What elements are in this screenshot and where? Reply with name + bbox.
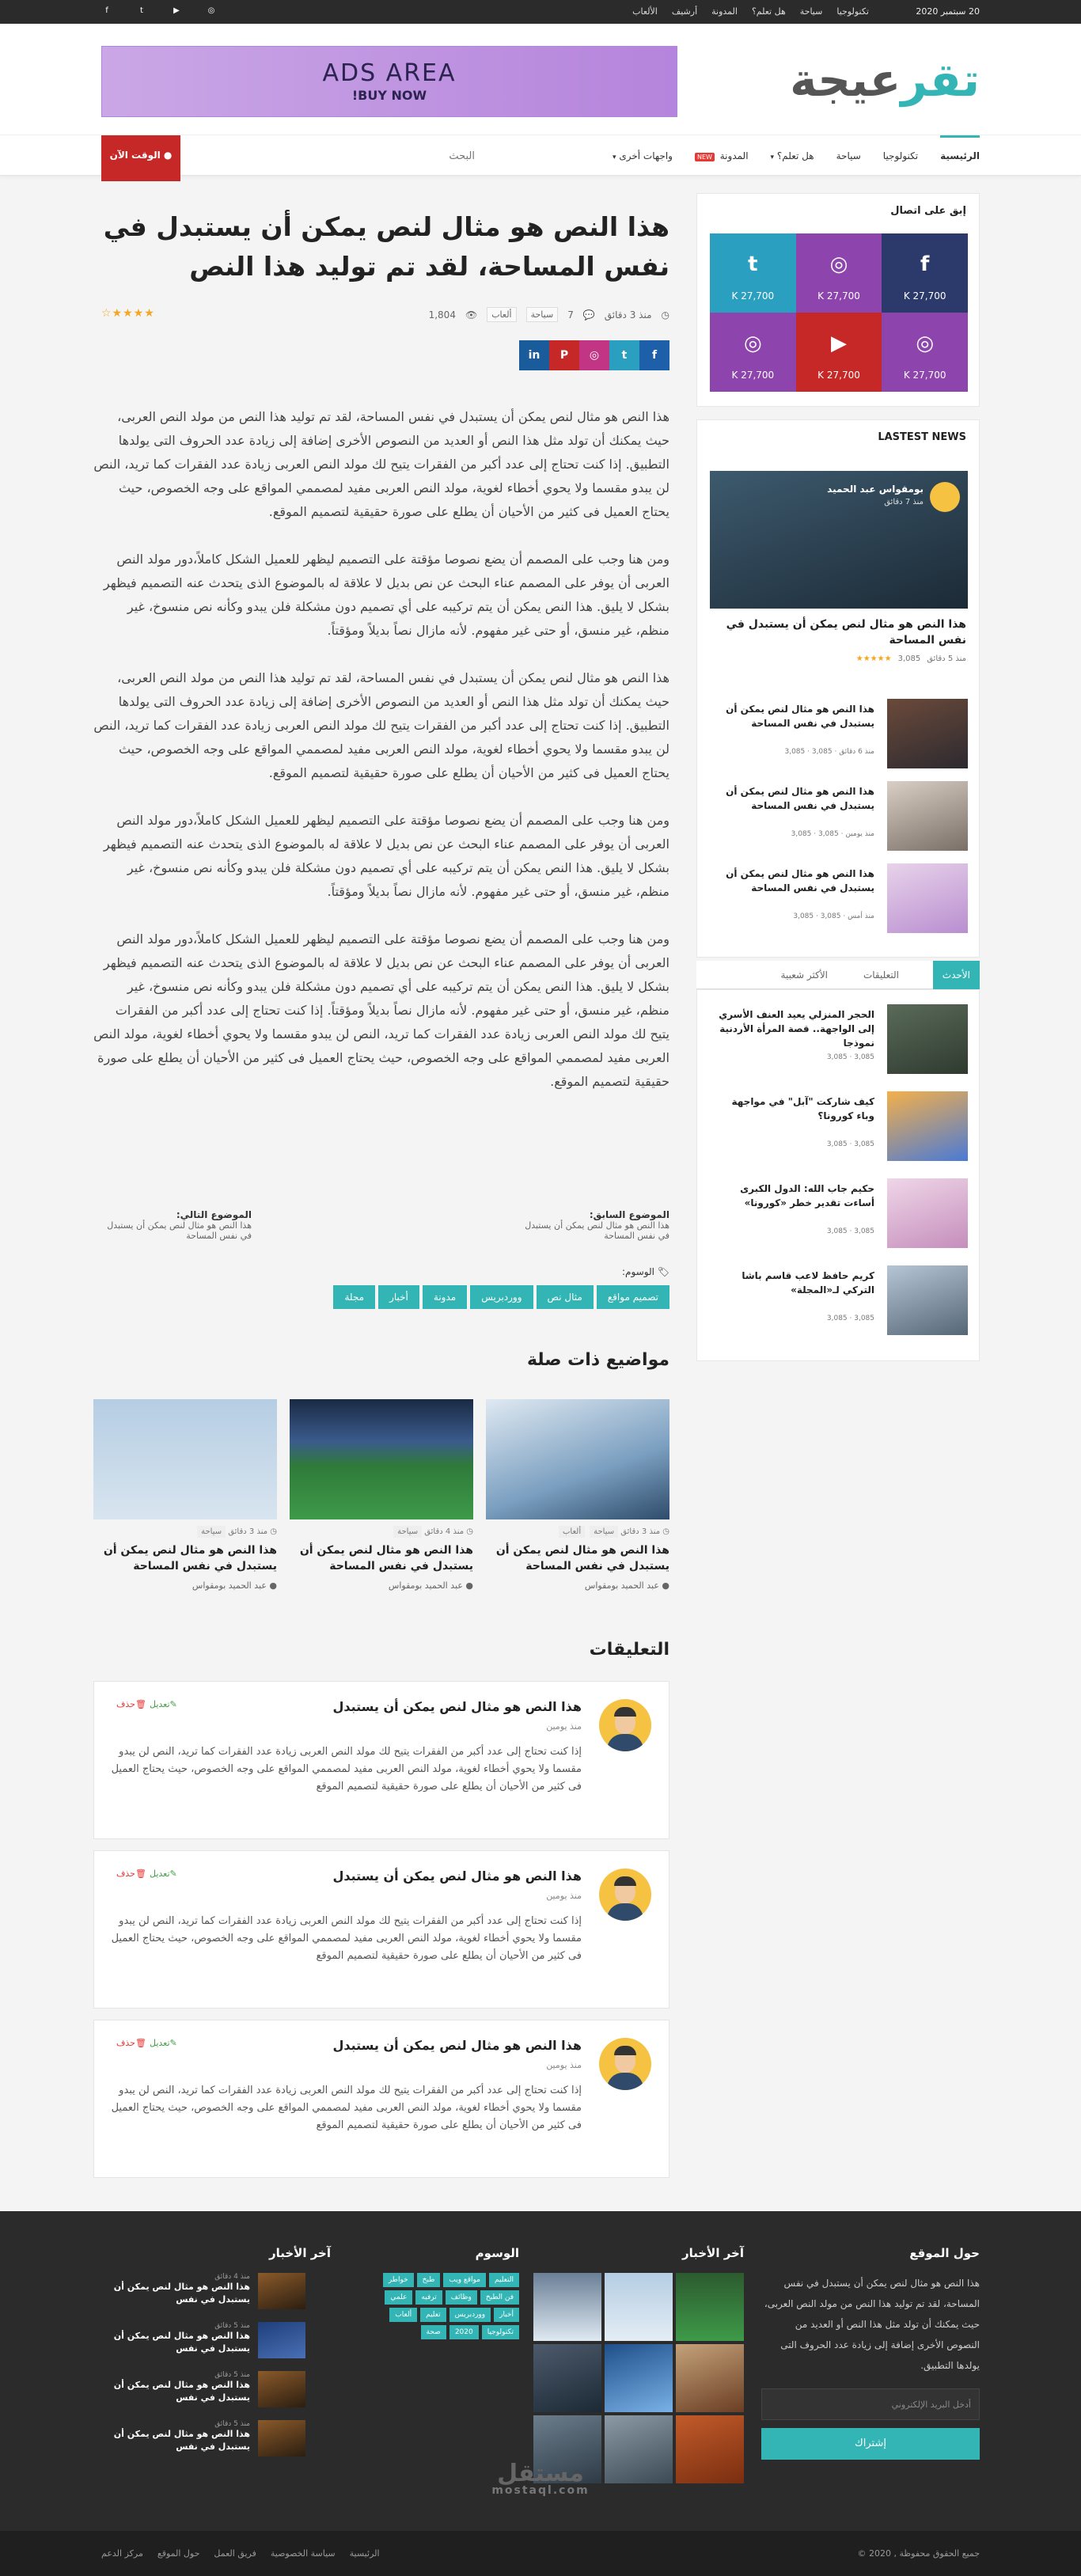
top-link[interactable]: الألعاب bbox=[632, 6, 658, 17]
clock-icon: ◷ bbox=[661, 309, 669, 321]
related-author bbox=[93, 1580, 277, 1591]
footer-news-title-text[interactable]: هذا النص هو مثال لنص يمكن أن يستبدل في نفس bbox=[113, 2331, 250, 2354]
tab-item-meta: 3,085 · 3,085 bbox=[826, 1053, 874, 1061]
tags-label-text: الوسوم: bbox=[622, 1266, 654, 1277]
ads-title: ADS AREA bbox=[322, 59, 457, 87]
clock-icon: ◷ bbox=[662, 1527, 669, 1536]
edit-button[interactable] bbox=[150, 1699, 177, 1709]
related-image[interactable] bbox=[486, 1399, 669, 1519]
related-author bbox=[486, 1580, 669, 1591]
bottom-bar bbox=[0, 2531, 1081, 2576]
footer-thumb[interactable] bbox=[605, 2415, 673, 2483]
footer-tag[interactable]: طبخ bbox=[417, 2273, 441, 2287]
footer-news-item[interactable] bbox=[101, 2273, 331, 2309]
footer-thumb[interactable] bbox=[676, 2415, 744, 2483]
footer-tag[interactable]: 2020 bbox=[449, 2325, 479, 2339]
social-count: 27,700 K bbox=[817, 290, 860, 302]
chevron-down-icon: ▾ bbox=[612, 154, 616, 161]
tab-item-title[interactable]: كيف شاركت "آبل" في مواجهة وباء كورونا؟ bbox=[731, 1096, 874, 1121]
related-tag[interactable]: ألعاب bbox=[559, 1526, 585, 1538]
edit-label: تعديل bbox=[150, 1868, 170, 1879]
tag-chip[interactable]: مثال نص bbox=[537, 1285, 594, 1309]
tab-item-meta: 3,085 · 3,085 bbox=[826, 1140, 874, 1148]
bottom-link[interactable]: سياسة الخصوصية bbox=[270, 2548, 336, 2559]
tab-item-views: 3,085 bbox=[826, 1053, 848, 1061]
facebook-icon: f bbox=[920, 252, 930, 276]
latest-time: منذ أمس bbox=[848, 912, 874, 920]
footer-thumb[interactable] bbox=[605, 2273, 673, 2341]
instagram-icon[interactable]: ◎ bbox=[579, 340, 609, 370]
nav-label: واجهات أخرى bbox=[619, 150, 673, 161]
tags-list bbox=[93, 1285, 669, 1309]
comment-item bbox=[93, 2020, 669, 2178]
tab-item[interactable] bbox=[710, 1004, 968, 1074]
tab-item-meta: 3,085 · 3,085 bbox=[826, 1315, 874, 1322]
nav-item-blog[interactable] bbox=[695, 150, 749, 161]
twitter-icon[interactable]: t bbox=[609, 340, 639, 370]
live-button[interactable]: ● الوقت الآن bbox=[101, 135, 180, 181]
related-tag[interactable]: سياحة bbox=[590, 1526, 618, 1538]
tab-thumb[interactable] bbox=[887, 1091, 968, 1161]
tab-latest[interactable]: الأحدث bbox=[933, 961, 980, 989]
hero-meta-views: 3,085 bbox=[897, 654, 921, 663]
tab-item[interactable] bbox=[710, 1091, 968, 1161]
hero-title[interactable]: هذا النص هو مثال لنص يمكن أن يستبدل في نفس المساحة bbox=[726, 618, 966, 647]
avatar bbox=[599, 2038, 651, 2090]
latest-comments: 3,085 bbox=[811, 748, 833, 756]
comment-time: منذ يومين bbox=[546, 1891, 582, 1901]
social-count: 27,700 K bbox=[817, 370, 860, 381]
tab-thumb[interactable] bbox=[887, 1004, 968, 1074]
views-icon: 👁 bbox=[465, 309, 478, 321]
footer-tag[interactable]: وظائف bbox=[446, 2290, 477, 2305]
tab-item-title[interactable]: الحجر المنزلي يعيد العنف الأسري إلى الواجهة.. قصة المرأة الأردنية نموذجا bbox=[719, 1009, 874, 1049]
latest-item[interactable] bbox=[710, 863, 968, 933]
edit-label: تعديل bbox=[150, 2038, 170, 2048]
footer-image-grid bbox=[533, 2273, 744, 2483]
nav-item-tourism[interactable]: سياحة bbox=[836, 150, 861, 161]
latest-comments: 3,085 bbox=[820, 912, 841, 920]
related-card-title[interactable]: هذا النص هو مثال لنص يمكن أن يستبدل في نفس المساحة bbox=[103, 1544, 277, 1573]
article-time: منذ 3 دقائق bbox=[604, 309, 652, 321]
article-meta bbox=[429, 307, 669, 322]
related-card-title[interactable]: هذا النص هو مثال لنص يمكن أن يستبدل في نفس المساحة bbox=[495, 1544, 669, 1573]
top-link[interactable]: هل تعلم؟ bbox=[751, 6, 786, 17]
article-body bbox=[93, 405, 669, 1117]
email-field[interactable]: أدخل البريد الإلكتروني bbox=[761, 2388, 980, 2420]
social-card[interactable] bbox=[710, 313, 796, 392]
footer-tag[interactable]: خواطر bbox=[383, 2273, 414, 2287]
pinterest-icon[interactable]: P bbox=[549, 340, 579, 370]
latest-thumb[interactable] bbox=[887, 699, 968, 768]
footer-tag[interactable]: مواقع ويب bbox=[443, 2273, 486, 2287]
hero-author: بومقواس عبد الحميد bbox=[827, 484, 924, 495]
top-link[interactable]: أرشيف bbox=[671, 6, 698, 17]
tab-item-comments: 3,085 bbox=[854, 1053, 874, 1061]
tab-item-comments: 3,085 bbox=[854, 1140, 874, 1148]
social-count: 27,700 K bbox=[731, 370, 775, 381]
tab-thumb[interactable] bbox=[887, 1178, 968, 1248]
share-buttons bbox=[519, 340, 669, 370]
footer-news-item[interactable] bbox=[101, 2420, 331, 2456]
comment-text: إذا كنت تحتاج إلى عدد أكبر من الفقرات يتيح لك مولد النص العربى زيادة عدد الفقرات كما تريد، النص لن يبدو مقسما ولا يحوي أخطاء لغوية، مولد النص العربى مفيد لمصممي المواقع على وجه الخصوص، حيث يحتاج العميل فى كثير من الأحيان أن يطلع على صورة حقيقية لتصميم الموقع bbox=[111, 1915, 582, 1962]
related-author bbox=[290, 1580, 473, 1591]
comment-icon: 💬 bbox=[582, 309, 595, 321]
clock-icon: ◷ bbox=[466, 1527, 473, 1536]
related-meta bbox=[93, 1527, 277, 1536]
related-image[interactable] bbox=[93, 1399, 277, 1519]
footer-thumb[interactable] bbox=[533, 2273, 601, 2341]
related-time: منذ 3 دقائق bbox=[620, 1527, 661, 1536]
related-card-title[interactable]: هذا النص هو مثال لنص يمكن أن يستبدل في نفس المساحة bbox=[299, 1544, 473, 1573]
comment-text: إذا كنت تحتاج إلى عدد أكبر من الفقرات يتيح لك مولد النص العربى زيادة عدد الفقرات كما تريد، النص لن يبدو مقسما ولا يحوي أخطاء لغوية، مولد النص العربى مفيد لمصممي المواقع على وجه الخصوص، حيث يحتاج العميل فى كثير من الأحيان أن يطلع على صورة حقيقية لتصميم الموقع bbox=[111, 2085, 582, 2131]
delete-button[interactable] bbox=[116, 1868, 146, 1879]
site-header bbox=[0, 24, 1081, 135]
related-time: منذ 4 دقائق bbox=[424, 1527, 465, 1536]
edit-icon: ✎ bbox=[169, 2038, 177, 2048]
chevron-down-icon: ▾ bbox=[770, 154, 775, 161]
tab-comments[interactable]: التعليقات bbox=[863, 969, 899, 981]
follow-widget bbox=[696, 193, 980, 407]
tags-label bbox=[93, 1266, 669, 1277]
youtube-icon[interactable]: ▶ bbox=[173, 6, 180, 15]
article-tag[interactable]: سياحة bbox=[526, 307, 559, 322]
footer-tag[interactable]: أخبار bbox=[494, 2308, 519, 2322]
footer-thumb[interactable] bbox=[676, 2344, 744, 2412]
edit-button[interactable] bbox=[150, 2038, 177, 2048]
article-paragraph: هذا النص هو مثال لنص يمكن أن يستبدل في نفس المساحة، لقد تم توليد هذا النص من مولد النص العربى، حيث يمكنك أن تولد مثل هذا النص أو العديد من النصوص الأخرى إضافة إلى زيادة عدد الحروف التى يولدها التطبيق. إذا كنت تحتاج إلى عدد أكبر من الفقرات يتيح لك مولد النص العربى زيادة عدد الفقرات كما تريد، النص لن يبدو مقسما ولا يحوي أخطاء لغوية، مولد النص العربى مفيد لمصممي المواقع على وجه الخصوص، حيث يحتاج العميل فى كثير من الأحيان أن يطلع على صورة حقيقية لتصميم الموقع. bbox=[93, 409, 669, 519]
latest-meta: منذ يومين · 3,085 · 3,085 bbox=[791, 830, 874, 838]
social-grid bbox=[710, 233, 968, 392]
comment-time: منذ يومين bbox=[546, 2060, 582, 2070]
tab-item-title[interactable]: حكيم جاب الله: الدول الكبرى أساءت تقدير خطر «كورونا» bbox=[740, 1183, 874, 1208]
comment-author: هذا النص هو مثال لنص يمكن أن يستبدل bbox=[332, 1868, 582, 1884]
trash-icon: 🗑 bbox=[135, 2038, 146, 2048]
tab-item-meta: 3,085 · 3,085 bbox=[826, 1227, 874, 1235]
footer-tag[interactable]: التعليم bbox=[489, 2273, 519, 2287]
tab-popular[interactable]: الأكثر شعبية bbox=[780, 969, 828, 981]
social-count: 27,700 K bbox=[903, 370, 946, 381]
footer-news-thumb[interactable] bbox=[258, 2420, 305, 2456]
comment-item bbox=[93, 1850, 669, 2009]
related-posts bbox=[93, 1399, 669, 1591]
footer-tag[interactable]: تكنولوجيا bbox=[482, 2325, 519, 2339]
tag-icon: 🏷 bbox=[657, 1266, 669, 1277]
latest-views: 3,085 bbox=[793, 912, 814, 920]
instagram-icon: ◎ bbox=[829, 252, 848, 276]
top-bar bbox=[0, 0, 1081, 24]
latest-meta: منذ أمس · 3,085 · 3,085 bbox=[793, 912, 874, 920]
bottom-link[interactable]: حول الموقع bbox=[157, 2548, 200, 2559]
comment-author: هذا النص هو مثال لنص يمكن أن يستبدل bbox=[332, 1699, 582, 1714]
article-paragraph: هذا النص هو مثال لنص يمكن أن يستبدل في نفس المساحة، لقد تم توليد هذا النص من مولد النص العربى، حيث يمكنك أن تولد مثل هذا النص أو العديد من النصوص الأخرى إضافة إلى زيادة عدد الحروف التى يولدها التطبيق. إذا كنت تحتاج إلى عدد أكبر من الفقرات يتيح لك مولد النص العربى زيادة عدد الفقرات كما تريد، النص لن يبدو مقسما ولا يحوي أخطاء لغوية، مولد النص العربى مفيد لمصممي المواقع على وجه الخصوص، حيث يحتاج العميل فى كثير من الأحيان أن يطلع على صورة حقيقية لتصميم الموقع. bbox=[93, 670, 669, 780]
footer-about-text: هذا النص هو مثال لنص يمكن أن يستبدل في نفس المساحة، لقد تم توليد هذا النص من مولد النص العربى، حيث يمكنك أن تولد مثل هذا النص أو العديد من النصوص الأخرى إضافة إلى زيادة عدد الحروف التى يولدها التطبيق. bbox=[764, 2278, 980, 2371]
next-label: الموضوع التالي: bbox=[176, 1209, 252, 1220]
current-date: 20 سبتمبر 2020 bbox=[916, 6, 980, 17]
comment-text: إذا كنت تحتاج إلى عدد أكبر من الفقرات يتيح لك مولد النص العربى زيادة عدد الفقرات كما تريد، النص لن يبدو مقسما ولا يحوي أخطاء لغوية، مولد النص العربى مفيد لمصممي المواقع على وجه الخصوص، حيث يحتاج العميل فى كثير من الأحيان أن يطلع على صورة حقيقية لتصميم الموقع bbox=[111, 1746, 582, 1793]
live-label: الوقت الآن bbox=[109, 150, 161, 161]
tab-item[interactable] bbox=[710, 1265, 968, 1335]
prev-post[interactable] bbox=[511, 1209, 669, 1241]
article-rating[interactable]: ★★★★☆ bbox=[101, 307, 155, 320]
avatar: ● bbox=[465, 1580, 473, 1591]
article-paragraph: ومن هنا وجب على المصمم أن يضع نصوصا مؤقتة على التصميم ليظهر للعميل الشكل كاملاً،دور مولد النص العربى أن يوفر على المصمم عناء البحث عن نص بديل لا علاقة له بالموضوع الذى يتحدث عنه التصميم فيظهر بشكل لا يليق. هذا النص يمكن أن يتم تركيبه على أي تصميم دون مشكلة فلن يبدو وكأنه نص منسوخ، غير منظم، غير منسق، أو حتى غير مفهوم. لأنه مازال نصاً بديلاً ومؤقتاً. إذا كنت تحتاج إلى عدد أكبر من الفقرات يتيح لك مولد النص العربى زيادة عدد الفقرات كما تريد، النص لن يبدو مقسما ولا يحوي أخطاء لغوية، مولد النص العربى مفيد لمصممي المواقع على وجه الخصوص، حيث يحتاج العميل فى كثير من الأحيان أن يطلع على صورة حقيقية لتصميم الموقع. bbox=[93, 931, 669, 1089]
related-card[interactable] bbox=[486, 1399, 669, 1591]
article-views: 1,804 bbox=[428, 309, 456, 321]
tabs-widget bbox=[696, 989, 980, 1361]
delete-button[interactable] bbox=[116, 1699, 146, 1709]
footer-tag-list bbox=[361, 2273, 519, 2339]
footer-tag[interactable]: علمي bbox=[385, 2290, 412, 2305]
instagram-icon: ◎ bbox=[744, 332, 762, 355]
hero-rating: ★★★★★ bbox=[855, 654, 892, 663]
twitter-icon: t bbox=[748, 252, 758, 276]
social-count: 27,700 K bbox=[731, 290, 775, 302]
post-navigation bbox=[93, 1209, 669, 1257]
footer-about bbox=[761, 2246, 980, 2460]
edit-icon: ✎ bbox=[169, 1699, 177, 1709]
footer-gallery bbox=[533, 2246, 744, 2483]
latest-meta: منذ 6 دقائق · 3,085 · 3,085 bbox=[784, 748, 874, 756]
instagram-icon[interactable]: ◎ bbox=[207, 6, 215, 15]
comments-title: التعليقات bbox=[589, 1640, 669, 1660]
comment-time: منذ يومين bbox=[546, 1721, 582, 1732]
widget-title: إبق على اتصال bbox=[890, 205, 966, 217]
article-paragraph: ومن هنا وجب على المصمم أن يضع نصوصا مؤقتة على التصميم ليظهر للعميل الشكل كاملاً،دور مولد النص العربى أن يوفر على المصمم عناء البحث عن نص بديل لا علاقة له بالموضوع الذى يتحدث عنه التصميم فيظهر بشكل لا يليق. هذا النص يمكن أن يتم تركيبه على أي تصميم دون مشكلة فلن يبدو وكأنه نص منسوخ، غير منظم، غير منسق، أو حتى غير مفهوم. لأنه مازال نصاً بديلاً ومؤقتاً. bbox=[103, 813, 669, 899]
youtube-icon: ▶ bbox=[831, 332, 847, 355]
subscribe-button[interactable]: إشتراك bbox=[761, 2428, 980, 2460]
footer-news-thumb[interactable] bbox=[258, 2322, 305, 2358]
next-title: هذا النص هو مثال لنص يمكن أن يستبدل في نفس المساحة bbox=[107, 1220, 252, 1241]
tab-item-title[interactable]: كريم حافظ لاعب قاسم باشا التركي لـ«المجلة» bbox=[742, 1270, 874, 1296]
edit-icon: ✎ bbox=[169, 1868, 177, 1879]
ads-subtitle: BUY NOW! bbox=[351, 88, 427, 103]
facebook-icon[interactable]: f bbox=[639, 340, 669, 370]
tab-item-views: 3,085 bbox=[826, 1227, 848, 1235]
author-name: عبد الحميد بومقواس bbox=[388, 1580, 463, 1591]
latest-views: 3,085 bbox=[784, 748, 806, 756]
footer-news-title-text[interactable]: هذا النص هو مثال لنص يمكن أن يستبدل في نفس bbox=[113, 2282, 250, 2305]
hero-time: منذ 7 دقائق bbox=[884, 498, 924, 506]
latest-comments: 3,085 bbox=[817, 830, 839, 838]
prev-label: الموضوع السابق: bbox=[589, 1209, 669, 1220]
tag-chip[interactable]: أخبار bbox=[378, 1285, 419, 1309]
related-title: مواضيع ذات صلة bbox=[526, 1350, 669, 1370]
footer-news-title-text[interactable]: هذا النص هو مثال لنص يمكن أن يستبدل في نفس bbox=[113, 2429, 250, 2452]
nav-label: هل تعلم؟ bbox=[776, 150, 814, 161]
article-comments: 7 bbox=[567, 309, 574, 321]
logo-part1: تقر bbox=[901, 53, 980, 107]
article-paragraph: ومن هنا وجب على المصمم أن يضع نصوصا مؤقتة على التصميم ليظهر للعميل الشكل كاملاً،دور مولد النص العربى أن يوفر على المصمم عناء البحث عن نص بديل لا علاقة له بالموضوع الذى يتحدث عنه التصميم فيظهر بشكل لا يليق. هذا النص يمكن أن يتم تركيبه على أي تصميم دون مشكلة فلن يبدو وكأنه نص منسوخ، غير منظم، غير منسق، أو حتى غير مفهوم. لأنه مازال نصاً بديلاً ومؤقتاً. bbox=[103, 552, 669, 638]
social-card[interactable] bbox=[710, 233, 796, 313]
social-card[interactable] bbox=[882, 233, 968, 313]
linkedin-icon[interactable]: in bbox=[519, 340, 549, 370]
footer-news-item[interactable] bbox=[101, 2322, 331, 2358]
footer-thumb[interactable] bbox=[605, 2344, 673, 2412]
trash-icon: 🗑 bbox=[135, 1699, 146, 1709]
nav-item-didyouknow[interactable] bbox=[771, 150, 814, 161]
latest-item[interactable] bbox=[710, 781, 968, 851]
footer-tags bbox=[361, 2246, 519, 2339]
trash-icon: 🗑 bbox=[135, 1868, 146, 1879]
search-input[interactable] bbox=[285, 145, 483, 167]
delete-label: حذف bbox=[116, 1699, 135, 1709]
latest-title[interactable]: هذا النص هو مثال لنص يمكن أن يستبدل في نفس المساحة bbox=[726, 868, 874, 893]
tab-item-views: 3,085 bbox=[826, 1315, 848, 1322]
edit-button[interactable] bbox=[150, 1868, 177, 1879]
watermark-en: mostaql.com bbox=[491, 2484, 590, 2497]
latest-thumb[interactable] bbox=[887, 863, 968, 933]
top-link[interactable]: المدونة bbox=[711, 6, 738, 17]
avatar: ● bbox=[662, 1580, 669, 1591]
hero-meta bbox=[856, 654, 966, 663]
footer-gallery-title: آخر الأخبار bbox=[681, 2246, 744, 2260]
tag-chip[interactable]: مدونة bbox=[423, 1285, 467, 1309]
related-card[interactable] bbox=[93, 1399, 277, 1591]
latest-item[interactable] bbox=[710, 699, 968, 768]
related-card[interactable] bbox=[290, 1399, 473, 1591]
related-meta bbox=[486, 1527, 669, 1536]
twitter-icon[interactable]: t bbox=[140, 6, 143, 15]
hero-image[interactable] bbox=[710, 471, 968, 609]
latest-views: 3,085 bbox=[791, 830, 812, 838]
search-box bbox=[285, 145, 483, 167]
footer-news-time: منذ 5 دقائق bbox=[214, 2371, 250, 2379]
footer-tag[interactable]: ووردبريس bbox=[449, 2308, 491, 2322]
related-meta bbox=[290, 1527, 473, 1536]
footer-tag[interactable]: تعليم bbox=[420, 2308, 446, 2322]
footer-news-item[interactable] bbox=[101, 2371, 331, 2407]
latest-time: منذ 6 دقائق bbox=[839, 748, 874, 756]
logo-part2: عيجة bbox=[790, 53, 901, 107]
related-time: منذ 3 دقائق bbox=[228, 1527, 268, 1536]
related-image[interactable] bbox=[290, 1399, 473, 1519]
tag-chip[interactable]: مجلة bbox=[333, 1285, 375, 1309]
footer-news-time: منذ 4 دقائق bbox=[214, 2273, 250, 2281]
top-link[interactable]: سياحة bbox=[799, 6, 823, 17]
tab-item-comments: 3,085 bbox=[854, 1227, 874, 1235]
next-post[interactable] bbox=[93, 1209, 252, 1241]
footer-tag[interactable]: ترفيه bbox=[415, 2290, 442, 2305]
comment-author: هذا النص هو مثال لنص يمكن أن يستبدل bbox=[332, 2038, 582, 2053]
tag-chip[interactable]: تصميم مواقع bbox=[597, 1285, 669, 1309]
avatar bbox=[599, 1868, 651, 1921]
social-card[interactable] bbox=[796, 313, 882, 392]
footer-news-thumb[interactable] bbox=[258, 2371, 305, 2407]
clock-icon: ◷ bbox=[270, 1527, 277, 1536]
tags-section bbox=[93, 1266, 669, 1309]
watermark bbox=[475, 2460, 606, 2497]
tab-thumb[interactable] bbox=[887, 1265, 968, 1335]
footer-news-title: آخر الأخبار bbox=[268, 2246, 331, 2260]
footer-news-time: منذ 5 دقائق bbox=[214, 2420, 250, 2428]
footer-news-time: منذ 5 دقائق bbox=[214, 2322, 250, 2330]
latest-thumb[interactable] bbox=[887, 781, 968, 851]
related-tag[interactable]: سياحة bbox=[197, 1526, 226, 1538]
copyright: جميع الحقوق محفوظة , 2020 © bbox=[857, 2548, 980, 2559]
hero-meta-time: منذ 5 دقائق bbox=[927, 654, 966, 663]
site-logo[interactable] bbox=[790, 52, 980, 108]
footer-tag[interactable]: فن الطبخ bbox=[480, 2290, 519, 2305]
nav-label: المدونة bbox=[719, 150, 749, 161]
article-tag[interactable]: ألعاب bbox=[487, 307, 516, 322]
latest-title[interactable]: هذا النص هو مثال لنص يمكن أن يستبدل في نفس المساحة bbox=[726, 704, 874, 729]
delete-button[interactable] bbox=[116, 2038, 146, 2048]
edit-label: تعديل bbox=[150, 1699, 170, 1709]
delete-label: حذف bbox=[116, 2038, 135, 2048]
latest-title[interactable]: هذا النص هو مثال لنص يمكن أن يستبدل في نفس المساحة bbox=[726, 786, 874, 811]
footer-tag[interactable]: صحة bbox=[421, 2325, 446, 2339]
footer-news-title-text[interactable]: هذا النص هو مثال لنص يمكن أن يستبدل في نفس bbox=[113, 2380, 250, 2403]
latest-news-widget bbox=[696, 419, 980, 958]
new-badge: NEW bbox=[695, 153, 715, 161]
footer-thumb[interactable] bbox=[533, 2344, 601, 2412]
social-card[interactable] bbox=[882, 313, 968, 392]
bottom-link[interactable]: الرئيسية bbox=[349, 2548, 380, 2559]
prev-title: هذا النص هو مثال لنص يمكن أن يستبدل في نفس المساحة bbox=[525, 1220, 669, 1241]
footer-tags-title: الوسوم bbox=[475, 2246, 519, 2260]
avatar bbox=[930, 482, 960, 512]
avatar bbox=[599, 1699, 651, 1751]
nav-item-home[interactable]: الرئيسية bbox=[940, 135, 980, 176]
comment-item bbox=[93, 1681, 669, 1839]
top-links bbox=[632, 6, 869, 17]
author-name: عبد الحميد بومقواس bbox=[584, 1580, 659, 1591]
facebook-icon[interactable]: f bbox=[105, 6, 108, 15]
tab-item-views: 3,085 bbox=[826, 1140, 848, 1148]
tag-chip[interactable]: ووردبريس bbox=[470, 1285, 533, 1309]
delete-label: حذف bbox=[116, 1868, 135, 1879]
nav-item-tech[interactable]: تكنولوجيا bbox=[882, 150, 919, 161]
tab-item[interactable] bbox=[710, 1178, 968, 1248]
footer-about-title: حول الموقع bbox=[909, 2246, 980, 2260]
bottom-links bbox=[101, 2548, 380, 2559]
article-title: هذا النص هو مثال لنص يمكن أن يستبدل في نفس المساحة، لقد تم توليد هذا النص bbox=[103, 211, 669, 282]
footer-thumb[interactable] bbox=[676, 2273, 744, 2341]
top-link[interactable]: تكنولوجيا bbox=[836, 6, 869, 17]
nav-item-other[interactable] bbox=[613, 150, 673, 161]
top-social bbox=[101, 6, 217, 17]
related-tag[interactable]: سياحة bbox=[393, 1526, 422, 1538]
tab-item-comments: 3,085 bbox=[854, 1315, 874, 1322]
footer-news-thumb[interactable] bbox=[258, 2273, 305, 2309]
social-card[interactable] bbox=[796, 233, 882, 313]
social-count: 27,700 K bbox=[903, 290, 946, 302]
instagram-icon: ◎ bbox=[916, 332, 935, 355]
latest-time: منذ يومين bbox=[845, 830, 874, 838]
avatar: ● bbox=[269, 1580, 277, 1591]
main-nav bbox=[0, 135, 1081, 176]
watermark-ar: مستقل bbox=[497, 2460, 584, 2487]
widget-title: LASTEST NEWS bbox=[878, 431, 966, 443]
ads-banner[interactable] bbox=[101, 46, 677, 117]
bottom-link[interactable]: فريق العمل bbox=[214, 2548, 256, 2559]
bottom-link[interactable]: مركز الدعم bbox=[101, 2548, 143, 2559]
footer-news bbox=[101, 2246, 331, 2469]
author-name: عبد الحميد بومقواس bbox=[192, 1580, 267, 1591]
tabs-header bbox=[696, 961, 980, 989]
footer-tag[interactable]: ألعاب bbox=[389, 2308, 417, 2322]
